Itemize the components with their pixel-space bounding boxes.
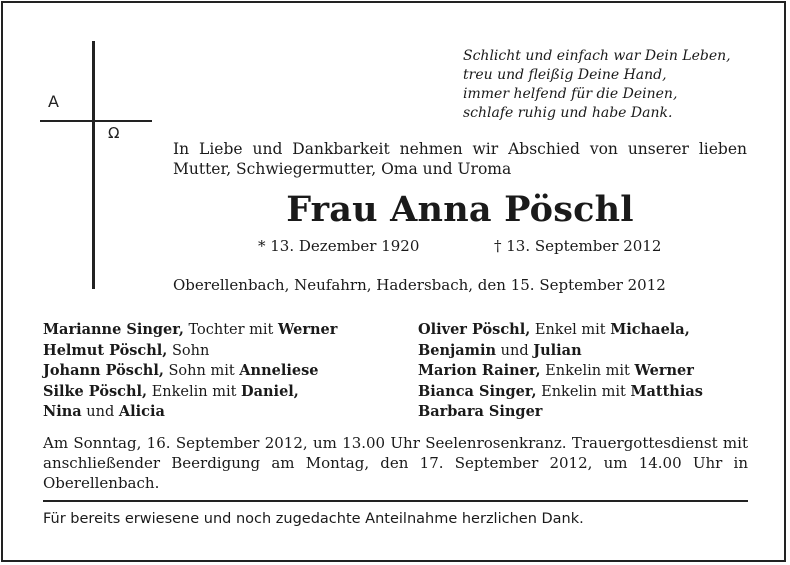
thanks-line: Für bereits erwiesene und noch zugedachte Anteilnahme herzlichen Dank. (43, 511, 584, 527)
mourner-relation: und (496, 342, 534, 359)
mourner-relation: Sohn mit (163, 363, 240, 379)
mourner-relation: Enkelin mit (540, 363, 635, 379)
mourner-relation: und (81, 404, 119, 420)
poem-line: Schlicht und einfach war Dein Leben, (463, 48, 731, 64)
omega-symbol: Ω (108, 124, 120, 142)
mourner-line (43, 341, 337, 362)
mourner-name: Matthias (630, 382, 703, 400)
mourner-name: Marianne Singer, (43, 321, 184, 338)
mourner-name: Johann Pöschl, (43, 362, 164, 379)
birth-date: * 13. Dezember 1920 (258, 237, 420, 255)
poem-line: schlafe ruhig und habe Dank. (463, 105, 673, 121)
poem-line: treu und fleißig Deine Hand, (463, 67, 667, 83)
mourner-name: Daniel, (241, 382, 299, 400)
mourner-name: Silke Pöschl, (43, 382, 148, 400)
mourner-line (43, 320, 337, 341)
mourners-right-column (418, 320, 703, 423)
cross-horizontal-beam (40, 120, 152, 122)
mourner-name: Nina (43, 403, 82, 420)
divider (43, 500, 748, 502)
intro-text: In Liebe und Dankbarkeit nehmen wir Abschied von unserer lieben Mutter, Schwiegermutter, Oma und Uroma (173, 140, 747, 178)
place-and-date: Oberellenbach, Neufahrn, Hadersbach, den 15. September 2012 (173, 276, 666, 294)
mourner-name: Michaela, (610, 321, 690, 338)
mourner-line (418, 402, 703, 423)
mourner-relation: Enkel mit (530, 322, 611, 338)
mourner-name: Oliver Pöschl, (418, 321, 531, 338)
poem-line: immer helfend für die Deinen, (463, 86, 678, 102)
mourner-line (43, 361, 337, 382)
mourner-relation: Sohn (167, 342, 210, 359)
mourner-name: Werner (634, 362, 694, 379)
alpha-symbol: A (48, 92, 59, 111)
mourner-name: Werner (278, 321, 338, 338)
memorial-poem (463, 47, 731, 123)
mourner-relation: Enkelin mit (536, 383, 631, 400)
mourner-line (418, 361, 703, 382)
mourner-name: Julian (533, 341, 582, 359)
mourner-name: Alicia (118, 403, 165, 420)
mourner-name: Barbara Singer (418, 403, 543, 420)
mourner-relation: Tochter mit (183, 322, 278, 338)
deceased-name: Frau Anna Pöschl (286, 189, 634, 230)
mourners-left-column (43, 320, 337, 423)
mourner-line (43, 382, 337, 403)
cross-vertical-beam (92, 41, 95, 289)
mourner-line (43, 402, 337, 423)
mourner-name: Benjamin (418, 341, 497, 359)
mourner-name: Helmut Pöschl, (43, 341, 168, 359)
mourner-relation: Enkelin mit (147, 383, 242, 400)
mourner-name: Marion Rainer, (418, 362, 541, 379)
death-date: † 13. September 2012 (494, 237, 662, 255)
mourner-name: Anneliese (239, 362, 319, 379)
mourner-name: Bianca Singer, (418, 382, 537, 400)
mourner-line (418, 341, 703, 362)
funeral-service-info: Am Sonntag, 16. September 2012, um 13.00 Uhr Seelenrosenkranz. Trauergottesdienst mit anschließender Beerdigung am Montag, den 17. September 2012, um 14.00 Uhr in Oberellenbach. (43, 434, 748, 492)
mourner-line (418, 320, 703, 341)
mourner-line (418, 382, 703, 403)
